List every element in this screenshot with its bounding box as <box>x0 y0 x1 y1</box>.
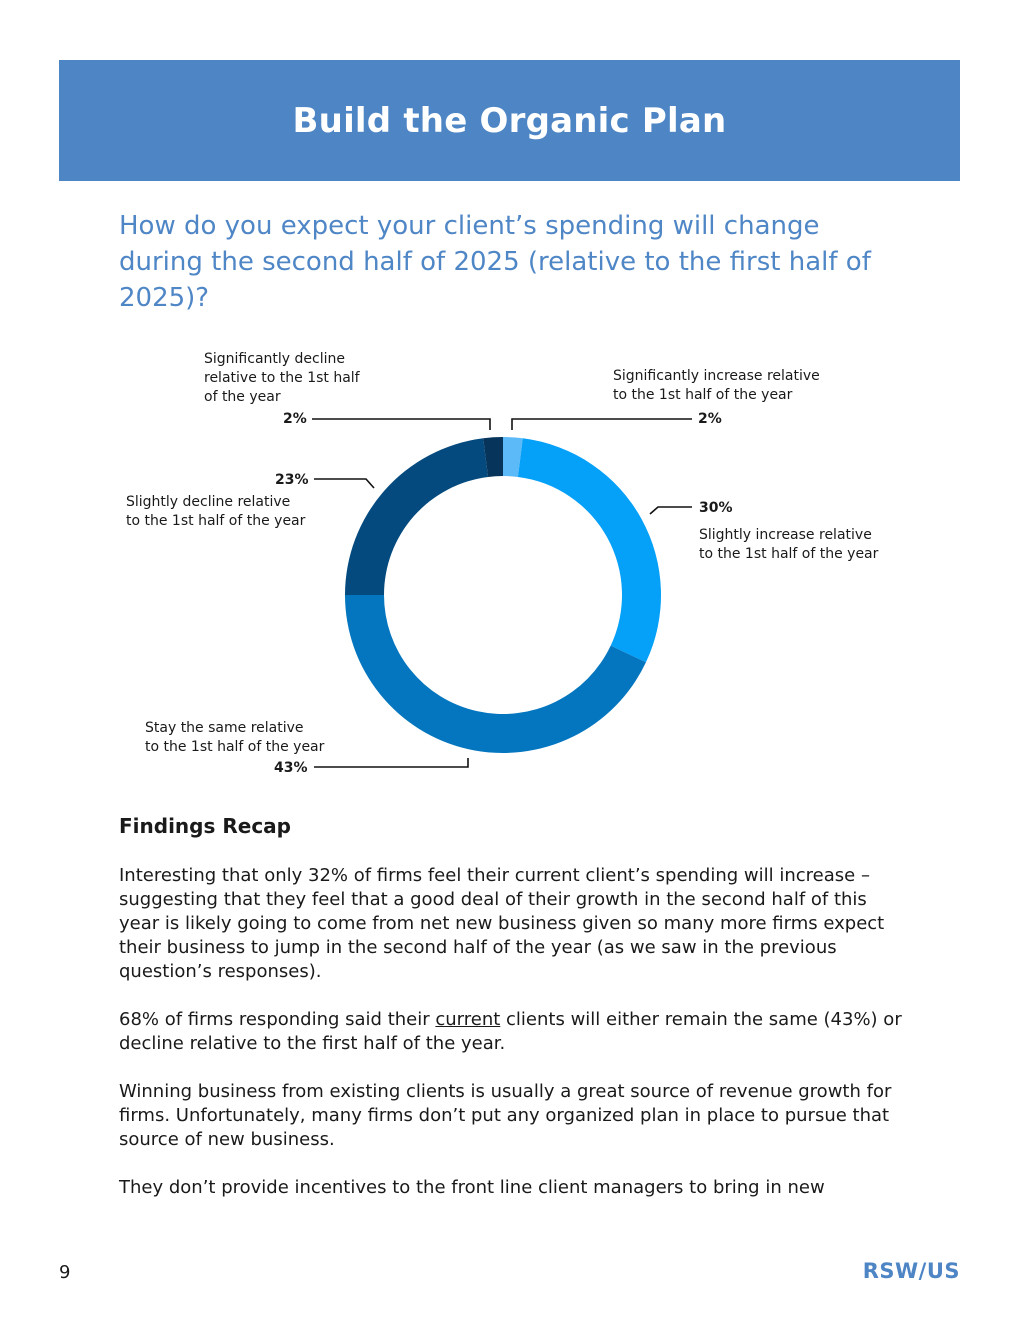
label-slightly-increase-line-2: to the 1st half of the year <box>699 546 879 562</box>
recap-paragraph-1: Interesting that only 32% of firms feel their current client’s spending will increase – suggesting that they feel that a good deal of their growth in the second half of this year is likely going to come from net new business given so many more firms expect their business to jump in the second half of the year (as we saw in the previous question’s responses). <box>119 865 885 982</box>
findings-recap-heading: Findings Recap <box>119 814 291 838</box>
brand-logo: RSW/US <box>862 1259 960 1283</box>
label-slightly-increase-line-1: Slightly increase relative <box>699 527 872 543</box>
label-slightly-decline <box>126 493 305 531</box>
page-number: 9 <box>59 1262 71 1283</box>
value-stay-the-same: 43% <box>274 760 308 776</box>
slice-slightly-decline <box>345 438 488 595</box>
label-significantly-decline <box>204 350 360 407</box>
label-significantly-decline-line-2: relative to the 1st half <box>204 370 360 386</box>
slice-stay-the-same <box>345 595 646 753</box>
slice-slightly-increase <box>518 438 661 662</box>
title-banner <box>59 60 960 181</box>
findings-recap-body <box>119 864 909 1224</box>
label-stay-the-same <box>145 719 324 757</box>
leader-significantly-decline <box>312 419 490 430</box>
label-stay-the-same-line-2: to the 1st half of the year <box>145 739 325 755</box>
label-significantly-increase-line-2: to the 1st half of the year <box>613 387 793 403</box>
recap-paragraph-2 <box>119 1008 909 1056</box>
value-significantly-increase: 2% <box>698 411 722 427</box>
donut-chart <box>0 330 1020 790</box>
recap-paragraph-3: Winning business from existing clients is usually a great source of revenue growth for firms. Unfortunately, many firms don’t put any organized plan in place to pursue that source of new business. <box>119 1081 892 1150</box>
value-significantly-decline: 2% <box>283 411 307 427</box>
recap-p2-underlined: current <box>435 1009 501 1030</box>
label-significantly-increase-line-1: Significantly increase relative <box>613 368 820 384</box>
leader-significantly-increase <box>512 419 692 430</box>
label-slightly-increase <box>699 526 878 564</box>
recap-paragraph-4: They don’t provide incentives to the front line client managers to bring in new <box>119 1177 825 1198</box>
recap-p2-start: 68% of firms responding said their <box>119 1009 436 1030</box>
label-significantly-decline-line-1: Significantly decline <box>204 351 345 367</box>
label-significantly-decline-line-3: of the year <box>204 389 281 405</box>
value-slightly-decline: 23% <box>275 472 309 488</box>
leader-slightly-increase <box>650 507 692 514</box>
value-slightly-increase: 30% <box>699 500 733 516</box>
label-slightly-decline-line-2: to the 1st half of the year <box>126 513 306 529</box>
page-title: Build the Organic Plan <box>292 100 727 141</box>
label-significantly-increase <box>613 367 820 405</box>
leader-slightly-decline <box>314 479 374 488</box>
label-slightly-decline-line-1: Slightly decline relative <box>126 494 291 510</box>
recap-p2-end: clients will either remain the same (43%) or decline relative to the first half of the year. <box>119 1009 902 1054</box>
leader-stay-the-same <box>314 758 468 767</box>
survey-question: How do you expect your client’s spending will change during the second half of 2025 (relative to the first half of 2025)? <box>119 211 871 313</box>
label-stay-the-same-line-1: Stay the same relative <box>145 720 304 736</box>
